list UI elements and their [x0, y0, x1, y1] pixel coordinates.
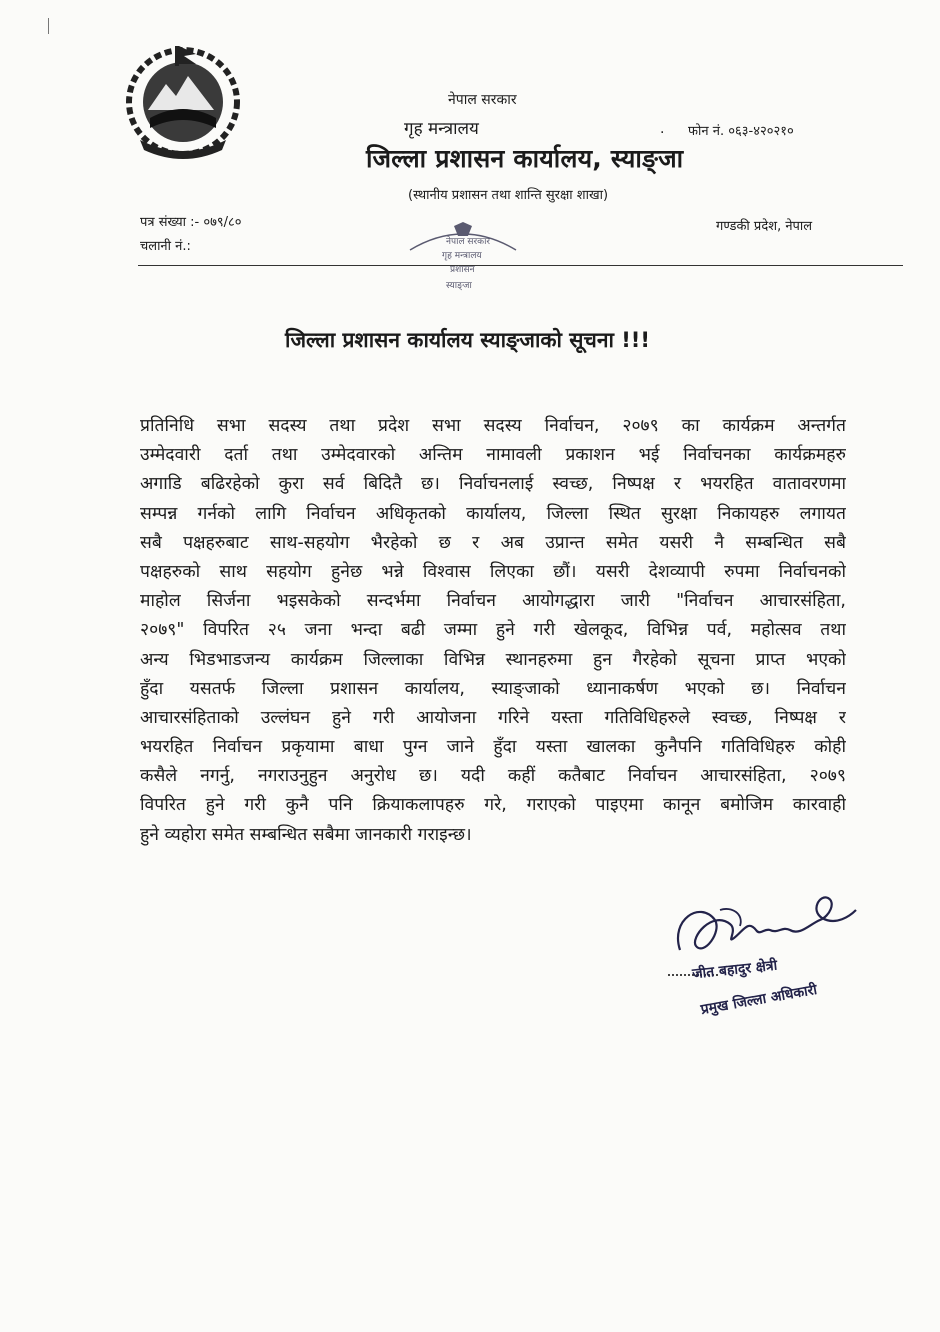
- notice-line: हुने व्यहोरा समेत सम्बन्धित सबैमा जानकारी गराइन्छ।: [140, 824, 472, 845]
- ministry-name: गृह मन्त्रालय: [404, 119, 479, 139]
- stamp-line-4: स्याङ्जा: [446, 281, 472, 291]
- phone-number: फोन नं. ०६३-४२०२१०: [688, 124, 794, 139]
- notice-line: सम्पन्न गर्नको लागि निर्वाचन अधिकृतको कार्यालय, जिल्ला स्थित सुरक्षा निकायहरु लगायत: [140, 503, 846, 524]
- office-stamp: [402, 222, 524, 304]
- office-name: जिल्ला प्रशासन कार्यालय, स्याङ्जा: [366, 144, 684, 173]
- notice-line: अगाडि बढिरहेको कुरा सर्व बिदितै छ। निर्वाचनलाई स्वच्छ, निष्पक्ष र भयरहित वातावरणमा: [140, 474, 846, 495]
- signatory-role: प्रमुख जिल्ला अधिकारी: [699, 981, 819, 1019]
- stamp-line-1: नेपाल सरकार: [446, 237, 491, 247]
- letter-number: पत्र संख्या :- ०७९/८०: [140, 215, 242, 230]
- stamp-line-3: प्रशासन: [450, 265, 475, 275]
- notice-line: अन्य भिडभाडजन्य कार्यक्रम जिल्लाका विभिन्न स्थानहरुमा हुन गैरहेको सूचना प्राप्त भएको: [140, 649, 846, 670]
- notice-line: प्रतिनिधि सभा सदस्य तथा प्रदेश सभा सदस्य निर्वाचन, २०७९ का कार्यक्रम अन्तर्गत: [140, 416, 846, 436]
- dispatch-number: चलानी नं.:: [140, 239, 191, 254]
- header-divider: [138, 265, 903, 266]
- branch-name: (स्थानीय प्रशासन तथा शान्ति सुरक्षा शाखा): [408, 188, 609, 203]
- stamp-line-2: गृह मन्त्रालय: [442, 251, 482, 261]
- notice-line: माहोल सिर्जना भइसकेको सन्दर्भमा निर्वाचन आयोगद्धारा जारी "निर्वाचन आचारसंहिता,: [140, 591, 846, 612]
- separator-dot: .: [660, 121, 665, 137]
- notice-body: [140, 412, 846, 850]
- notice-line: भयरहित निर्वाचन प्रकृयामा बाधा पुग्न जाने हुँदा यस्ता खालका कुनैपनि गतिविधिहरु कोही: [140, 737, 846, 758]
- notice-line: उम्मेदवारी दर्ता तथा उम्मेदवारको अन्तिम नामावली प्रकाशन भई निर्वाचनका कार्यक्रमहरु: [140, 445, 846, 466]
- notice-title: जिल्ला प्रशासन कार्यालय स्याङ्जाको सूचना !!!: [285, 328, 650, 352]
- notice-line: आचारसंहिताको उल्लंघन हुने गरी आयोजना गरिने यस्ता गतिविधिहरुले स्वच्छ, निष्पक्ष र: [140, 707, 846, 728]
- scan-mark: [48, 18, 49, 34]
- notice-line: विपरित हुने गरी कुनै पनि क्रियाकलापहरु गरे, गराएको पाइएमा कानून बमोजिम कारवाही: [140, 795, 846, 816]
- government-name: नेपाल सरकार: [448, 92, 517, 108]
- notice-line: हुँदा यसतर्फ जिल्ला प्रशासन कार्यालय, स्याङ्जाको ध्यानाकर्षण भएको छ। निर्वाचन: [140, 678, 846, 699]
- notice-line: कसैले नगर्नु, नगराउनुहुन अनुरोध छ। यदी कहीं कतैबाट निर्वाचन आचारसंहिता, २०७९: [140, 766, 846, 787]
- nepal-government-emblem: [118, 40, 248, 160]
- signatory-name: जीत बहादुर क्षेत्री: [691, 957, 779, 983]
- notice-line: पक्षहरुको साथ सहयोग हुनेछ भन्ने विश्वास लिएका छौं। यसरी देशव्यापी रुपमा निर्वाचनको: [140, 561, 846, 582]
- notice-line: २०७९" विपरित २५ जना भन्दा बढी जम्मा हुने गरी खेलकूद, विभिन्न पर्व, महोत्सव तथा: [140, 620, 846, 641]
- province-name: गण्डकी प्रदेश, नेपाल: [716, 219, 813, 234]
- notice-line: सबै पक्षहरुबाट साथ-सहयोग भैरहेको छ र अब उप्रान्त समेत यसरी नै सम्बन्धित सबै: [140, 532, 846, 553]
